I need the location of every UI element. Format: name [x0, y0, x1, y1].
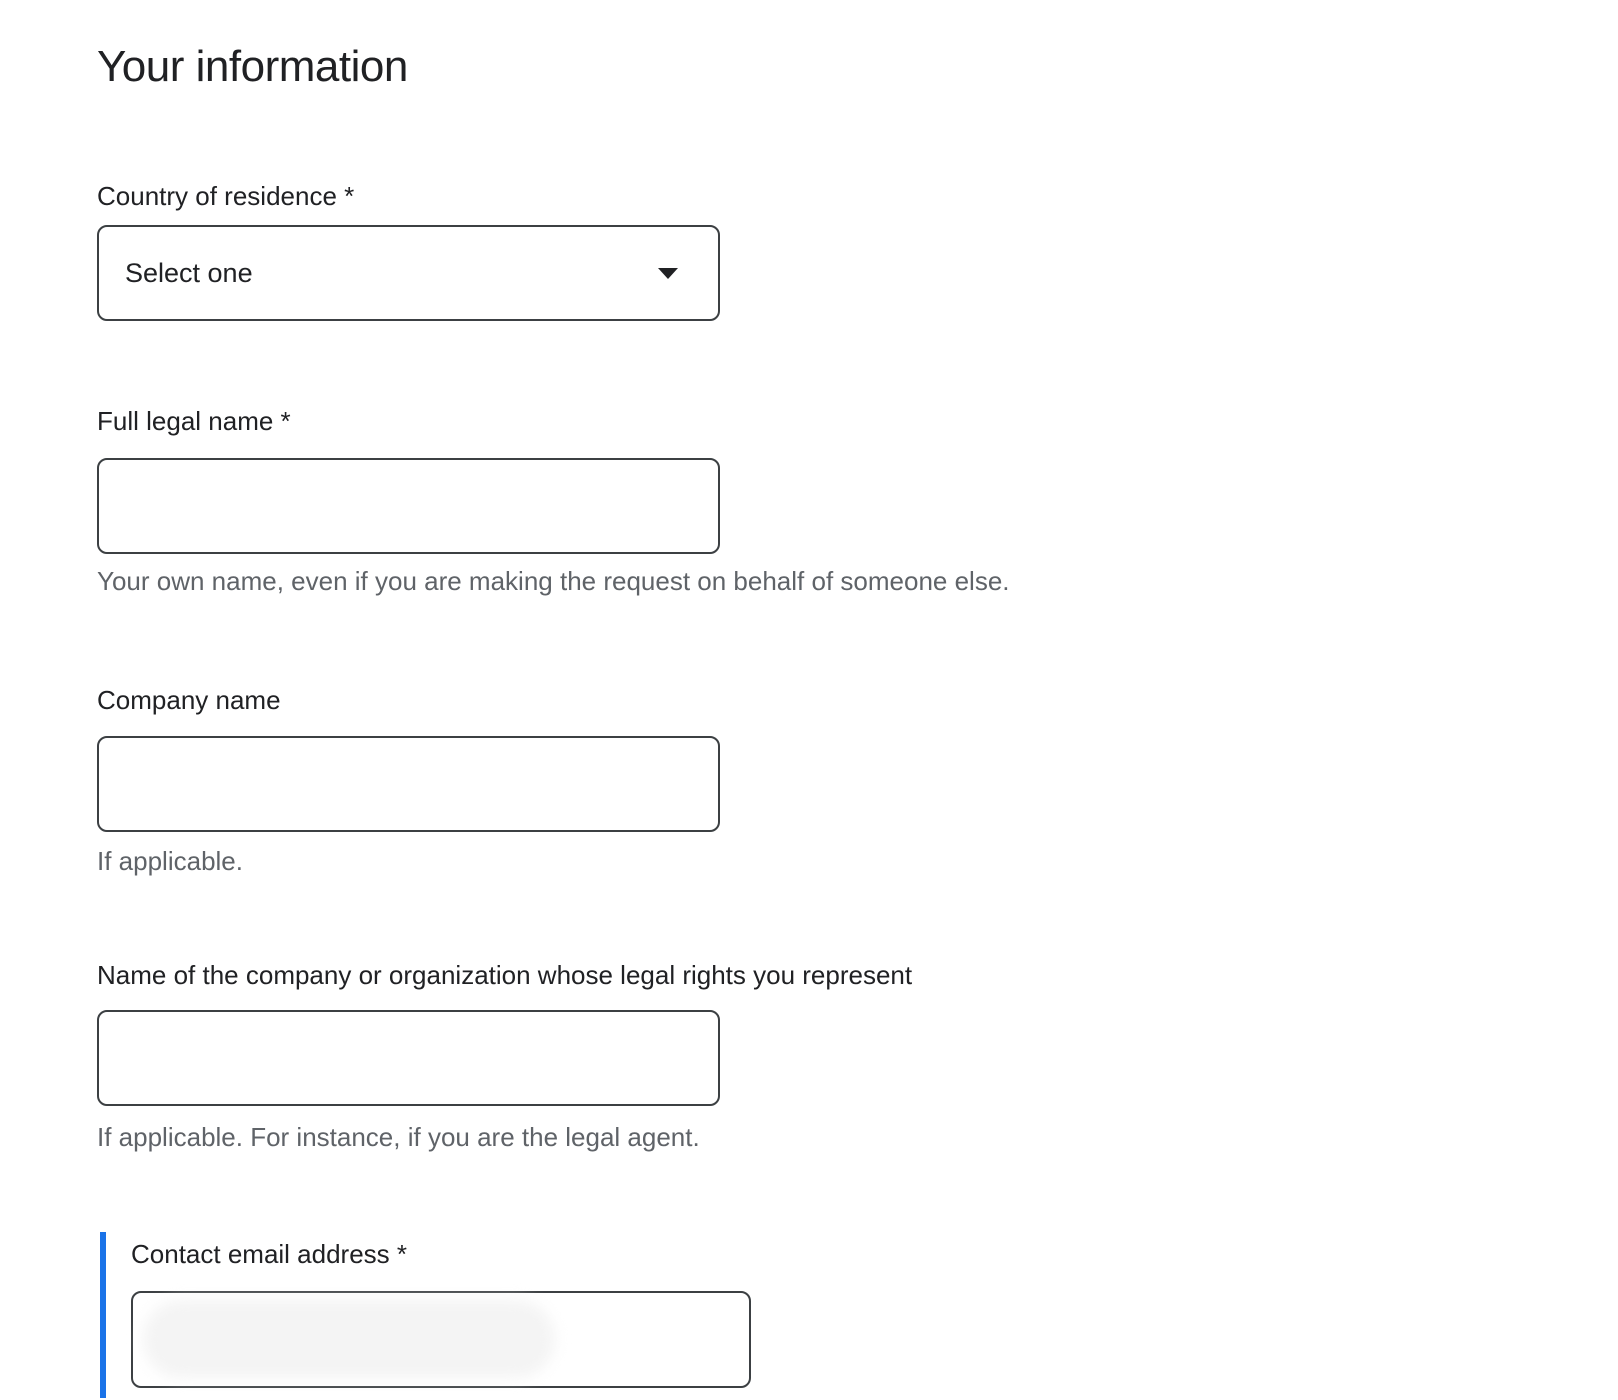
company-name-input[interactable] [97, 736, 720, 832]
country-of-residence-select[interactable] [97, 225, 720, 321]
represented-org-input[interactable] [97, 1010, 720, 1106]
caret-down-icon [658, 268, 678, 279]
company-name-helper: If applicable. [97, 846, 243, 876]
full-legal-name-label: Full legal name * [97, 406, 291, 436]
contact-email-label: Contact email address * [131, 1239, 408, 1269]
represented-org-helper: If applicable. For instance, if you are the legal agent. [97, 1122, 700, 1152]
redacted-email-value [143, 1300, 555, 1378]
full-legal-name-input[interactable] [97, 458, 720, 554]
country-select-value: Select one [125, 257, 253, 288]
company-name-label: Company name [97, 685, 281, 715]
page-title: Your information [97, 42, 408, 91]
country-of-residence-label: Country of residence * [97, 181, 355, 211]
represented-org-label: Name of the company or organization whose legal rights you represent [97, 960, 913, 990]
full-legal-name-helper: Your own name, even if you are making the request on behalf of someone else. [97, 566, 1010, 596]
contact-email-input[interactable] [131, 1291, 751, 1388]
focused-section-highlight-bar [100, 1232, 106, 1398]
